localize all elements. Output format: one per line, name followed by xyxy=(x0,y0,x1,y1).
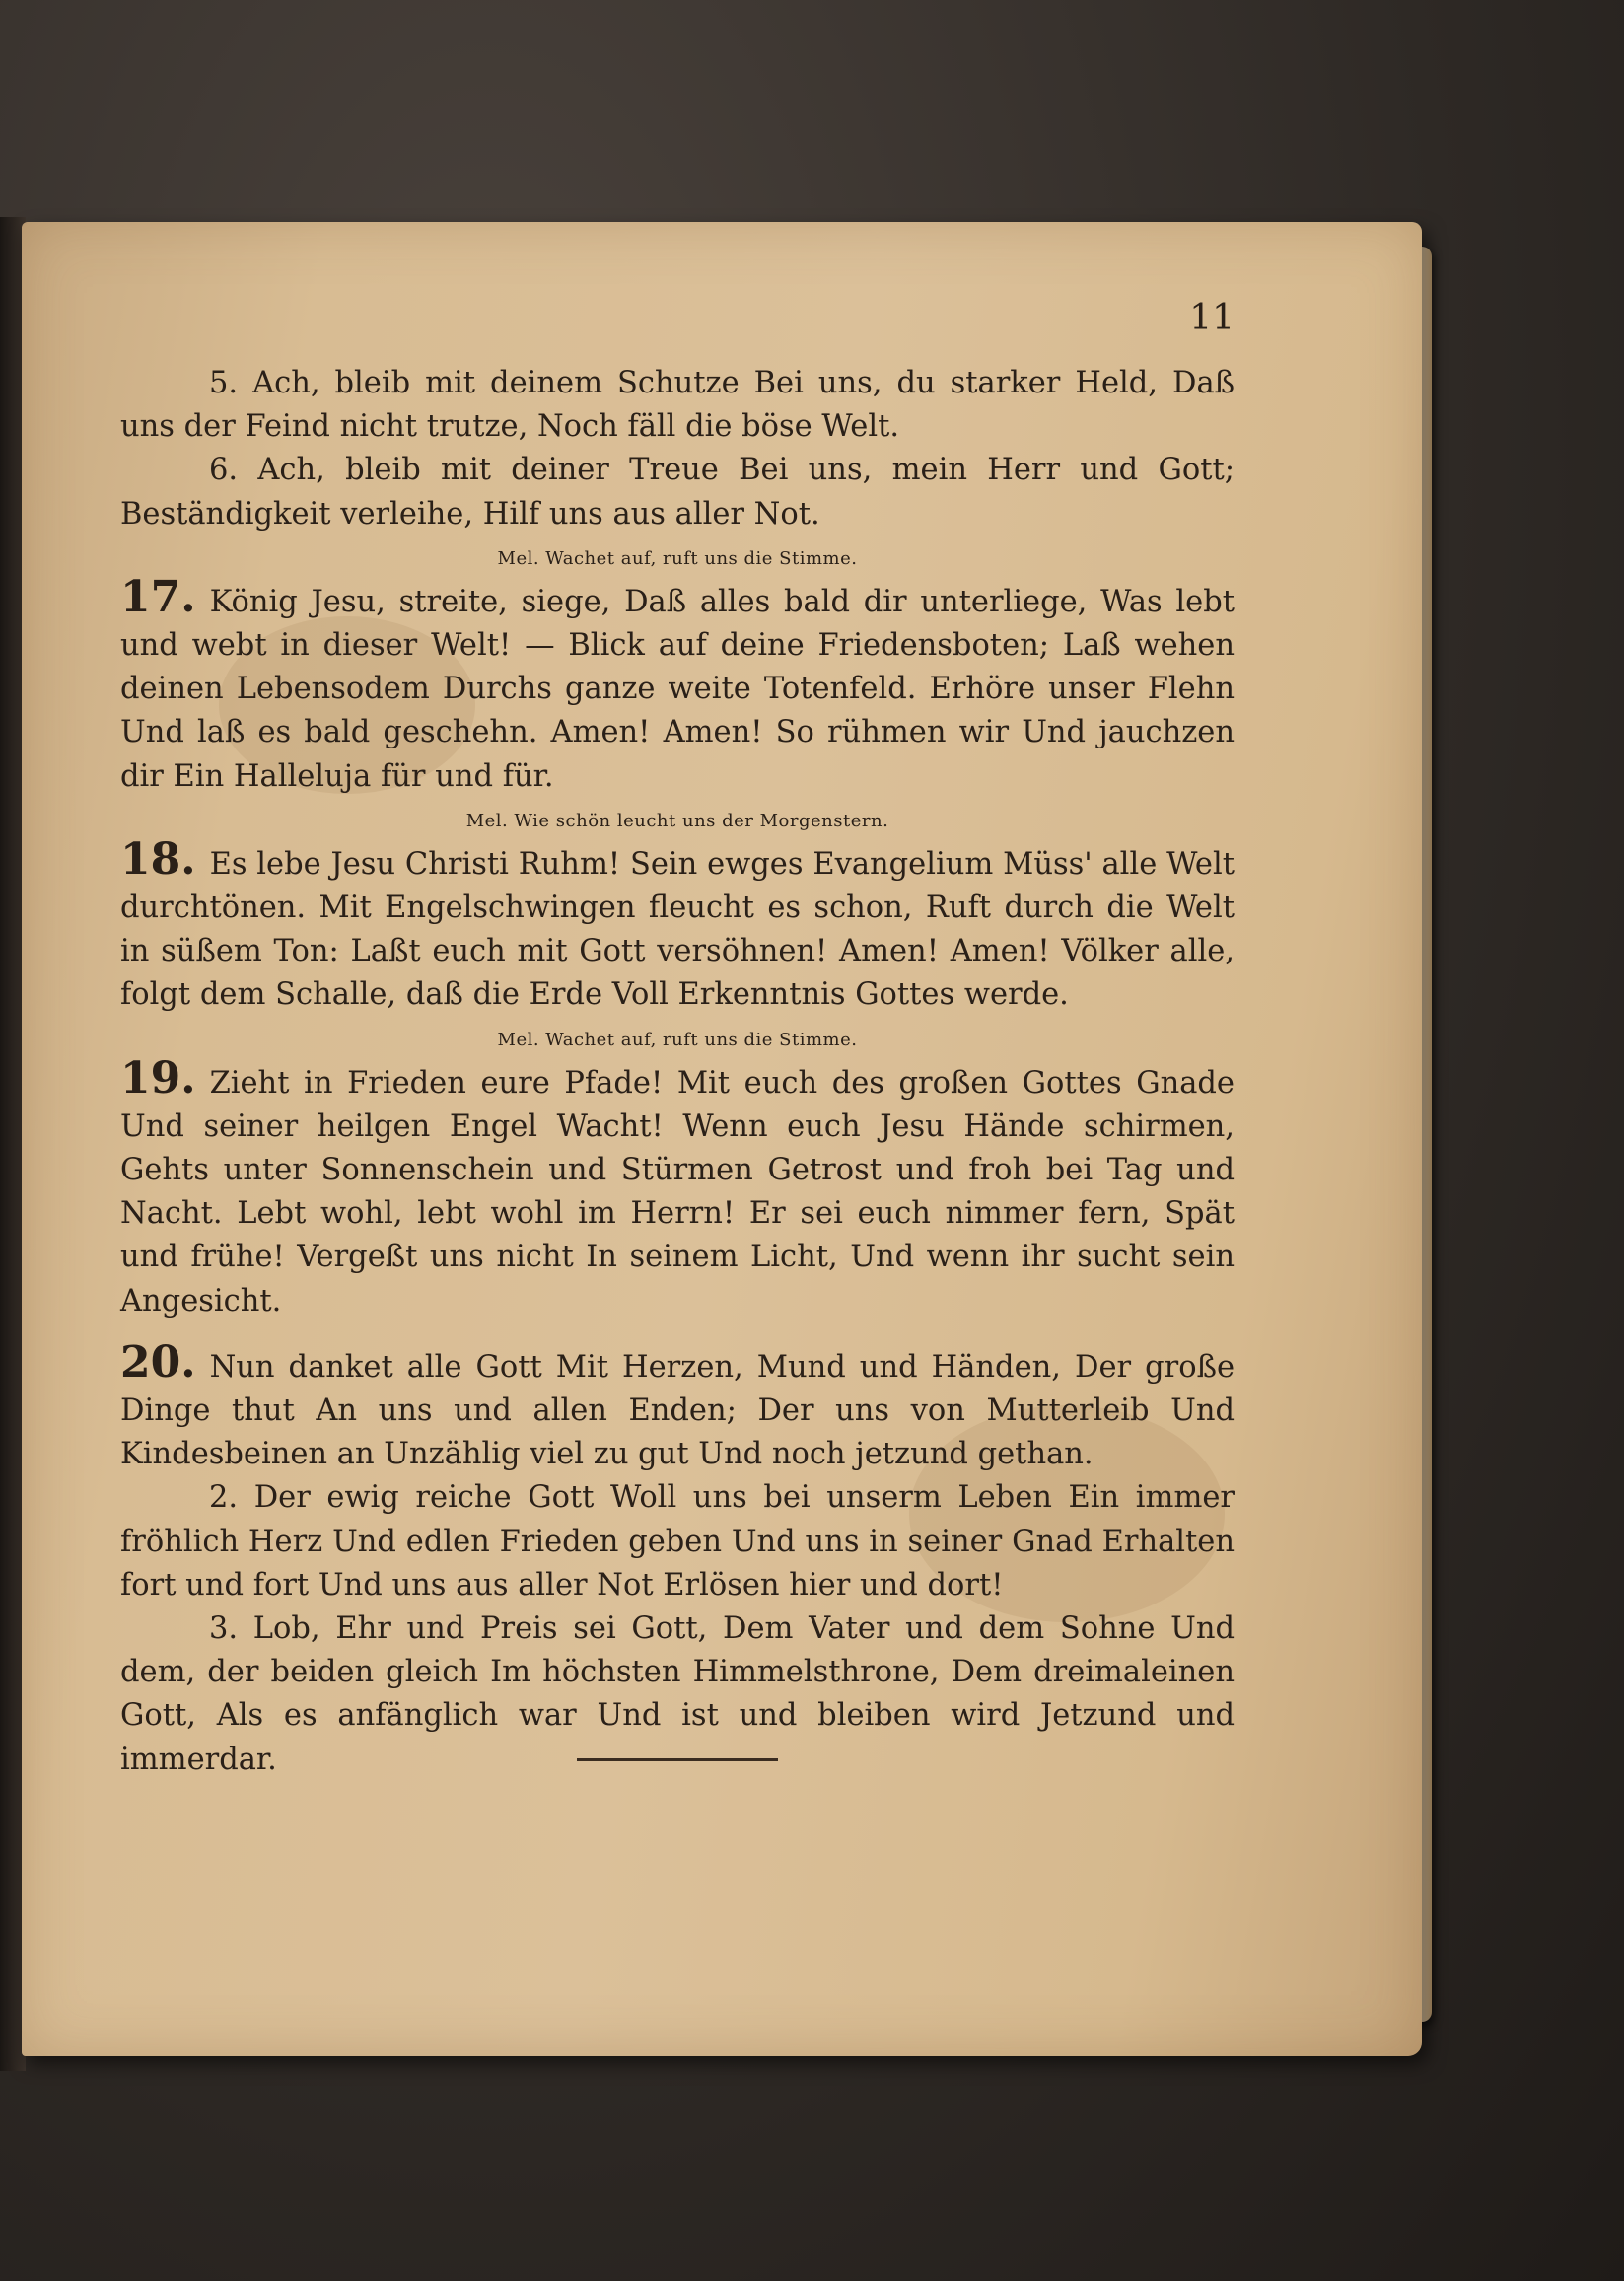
verse-text: 3. Lob, Ehr und Preis sei Gott, Dem Vater und dem Sohne Und dem, der beiden gleich Im höchsten Himmelsthrone, Dem dreimaleinen Gott, Als es anfänglich war Und ist und bleiben wird Jetzund und immerdar. xyxy=(120,1611,1235,1777)
hymn-20 xyxy=(120,1336,1235,1477)
verse-text: 6. Ach, bleib mit deiner Treue Bei uns, mein Herr und Gott; Beständigkeit verleihe, Hilf uns aus aller Not. xyxy=(120,453,1235,532)
hymn-text: Es lebe Jesu Christi Ruhm! Sein ewges Evangelium Müss' alle Welt durchtönen. Mit Engelschwingen fleucht es schon, Ruft durch die Welt in süßem Ton: Laßt euch mit Gott versöhnen! Amen! Amen! Völker alle, folgt dem Schalle, daß die Erde Voll Erkenntnis Gottes werde. xyxy=(120,846,1235,1013)
hymn-number: 17. xyxy=(120,571,196,622)
hymn-number: 18. xyxy=(120,833,196,885)
hymn-text: Zieht in Frieden eure Pfade! Mit euch des großen Gottes Gnade Und seiner heilgen Engel Wacht! Wenn euch Jesu Hände schirmen, Gehts unter Sonnenschein und Stürmen Getrost und froh bei Tag und Nacht. Lebt wohl, lebt wohl im Herrn! Er sei euch nimmer fern, Spät und frühe! Vergeßt uns nicht In seinem Licht, Und wenn ihr sucht sein Angesicht. xyxy=(120,1065,1235,1319)
text-block xyxy=(120,362,1235,1782)
verse-text: 5. Ach, bleib mit deinem Schutze Bei uns, du starker Held, Daß uns der Feind nicht trutze, Noch fäll die böse Welt. xyxy=(120,366,1235,445)
verse-text: 2. Der ewig reiche Gott Woll uns bei unserm Leben Ein immer fröhlich Herz Und edlen Frieden geben Und uns in seiner Gnad Erhalten fort und fort Und uns aus aller Not Erlösen hier und dort! xyxy=(120,1480,1235,1603)
melody-note: Mel. Wachet auf, ruft uns die Stimme. xyxy=(497,547,858,569)
hymn-text: Nun danket alle Gott Mit Herzen, Mund und Händen, Der große Dinge thut An uns und allen Enden; Der uns von Mutterleib Und Kindesbeinen an Unzählig viel zu gut Und noch jetzund gethan. xyxy=(120,1349,1235,1472)
melody-note: Mel. Wie schön leucht uns der Morgenstern. xyxy=(465,810,889,831)
hymn-18 xyxy=(120,833,1235,1018)
hymn-text: König Jesu, streite, siege, Daß alles bald dir unterliege, Was lebt und webt in dieser Welt! — Blick auf deine Friedensboten; Laß wehen deinen Lebensodem Durchs ganze weite Totenfeld. Erhöre unser Flehn Und laß es bald geschehn. Amen! Amen! So rühmen wir Und jauchzen dir Ein Halleluja für und für. xyxy=(120,584,1235,794)
hymn-17 xyxy=(120,571,1235,799)
hymn-number: 20. xyxy=(120,1336,196,1388)
page-number: 11 xyxy=(1189,298,1235,338)
melody-note: Mel. Wachet auf, ruft uns die Stimme. xyxy=(497,1029,858,1050)
section-gap xyxy=(120,1323,1235,1341)
hymn-number: 19. xyxy=(120,1052,196,1104)
hymn-19 xyxy=(120,1052,1235,1323)
page-content xyxy=(120,298,1235,1777)
